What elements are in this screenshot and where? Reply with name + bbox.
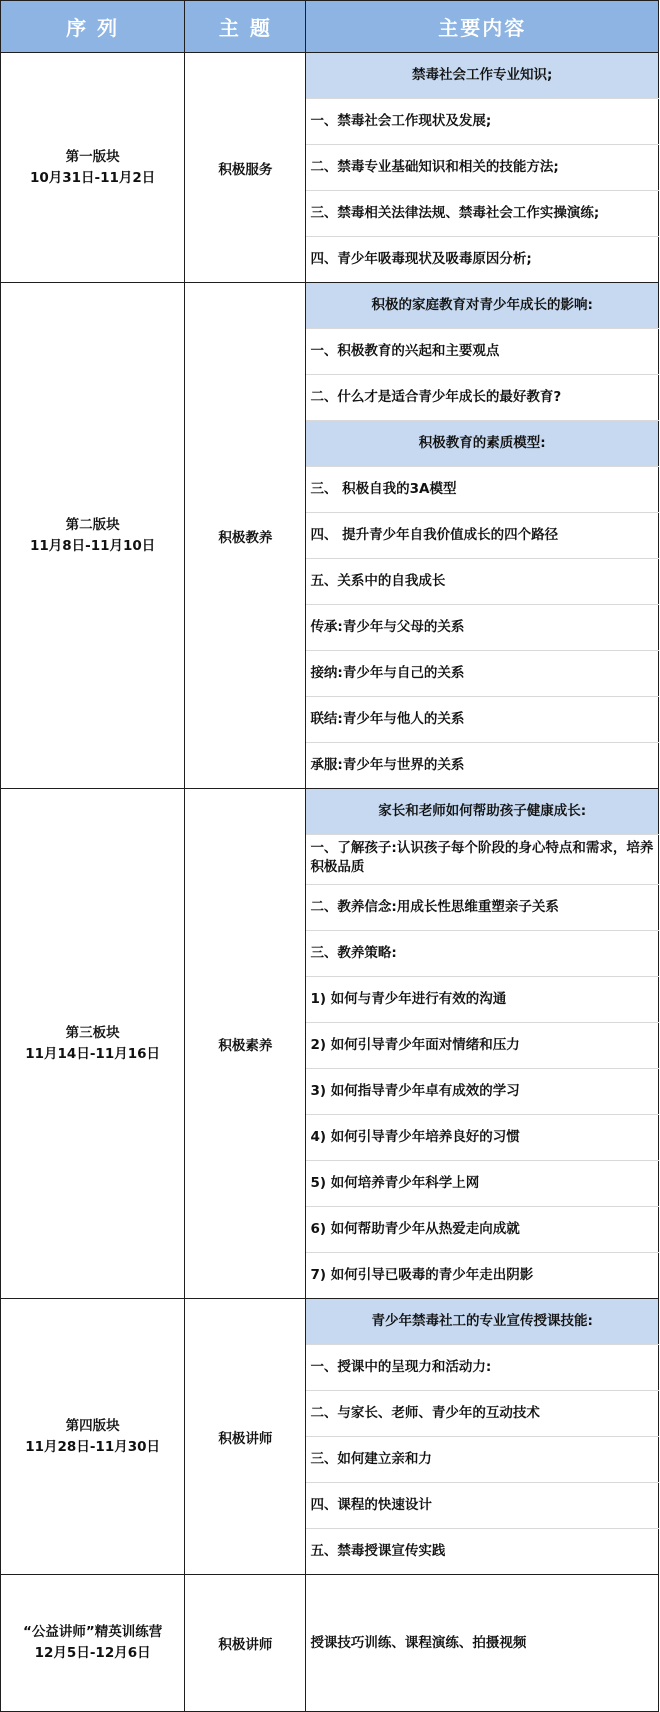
content-item: 一、积极教育的兴起和主要观点 [306, 329, 659, 375]
topic-cell: 积极素养 [185, 789, 306, 1299]
topic-cell: 积极教养 [185, 283, 306, 789]
content-item: 五、禁毒授课宣传实践 [306, 1529, 659, 1575]
sequence-dates: 11月28日-11月30日 [25, 1438, 160, 1455]
content-item: 四、青少年吸毒现状及吸毒原因分析; [306, 237, 659, 283]
content-item: 五、关系中的自我成长 [306, 559, 659, 605]
sequence-title: 第三板块 [65, 1024, 120, 1041]
sequence-title: 第二版块 [65, 516, 120, 533]
topic-cell: 积极讲师 [185, 1575, 306, 1712]
sequence-dates: 12月5日-12月6日 [34, 1645, 151, 1661]
table-row [1, 283, 659, 329]
content-item: 联结:青少年与他人的关系 [306, 697, 659, 743]
content-heading: 积极教育的素质模型: [306, 421, 659, 467]
header-content: 主要内容 [306, 1, 659, 53]
sequence-cell [1, 1575, 185, 1712]
sequence-cell [1, 283, 185, 789]
sequence-title: 第四版块 [65, 1417, 120, 1434]
content-heading: 积极的家庭教育对青少年成长的影响: [306, 283, 659, 329]
sequence-title: “公益讲师”精英训练营 [23, 1624, 163, 1640]
header-topic: 主 题 [185, 1, 306, 53]
content-item: 三、教养策略: [306, 931, 659, 977]
content-item: 1) 如何与青少年进行有效的沟通 [306, 977, 659, 1023]
content-item: 三、如何建立亲和力 [306, 1437, 659, 1483]
content-item: 一、授课中的呈现力和活动力: [306, 1345, 659, 1391]
content-item: 一、了解孩子:认识孩子每个阶段的身心特点和需求，培养积极品质 [306, 835, 659, 885]
table-row [1, 53, 659, 99]
content-item: 二、什么才是适合青少年成长的最好教育? [306, 375, 659, 421]
sequence-dates: 11月8日-11月10日 [29, 537, 156, 554]
content-item: 2) 如何引导青少年面对情绪和压力 [306, 1023, 659, 1069]
sequence-dates: 10月31日-11月2日 [29, 169, 156, 186]
content-item: 7) 如何引导已吸毒的青少年走出阴影 [306, 1253, 659, 1299]
content-item: 5) 如何培养青少年科学上网 [306, 1161, 659, 1207]
content-item: 二、与家长、老师、青少年的互动技术 [306, 1391, 659, 1437]
content-heading: 禁毒社会工作专业知识; [306, 53, 659, 99]
table-row [1, 1299, 659, 1345]
content-item: 四、课程的快速设计 [306, 1483, 659, 1529]
content-heading: 青少年禁毒社工的专业宣传授课技能: [306, 1299, 659, 1345]
header-row [1, 1, 659, 53]
topic-cell: 积极服务 [185, 53, 306, 283]
content-item: 二、禁毒专业基础知识和相关的技能方法; [306, 145, 659, 191]
content-item: 传承:青少年与父母的关系 [306, 605, 659, 651]
sequence-cell [1, 53, 185, 283]
content-heading: 家长和老师如何帮助孩子健康成长: [306, 789, 659, 835]
content-item: 一、禁毒社会工作现状及发展; [306, 99, 659, 145]
content-item: 二、教养信念:用成长性思维重塑亲子关系 [306, 885, 659, 931]
content-item: 接纳:青少年与自己的关系 [306, 651, 659, 697]
sequence-cell [1, 789, 185, 1299]
content-item: 三、禁毒相关法律法规、禁毒社会工作实操演练; [306, 191, 659, 237]
content-item: 承服:青少年与世界的关系 [306, 743, 659, 789]
content-item: 4) 如何引导青少年培养良好的习惯 [306, 1115, 659, 1161]
content-item: 6) 如何帮助青少年从热爱走向成就 [306, 1207, 659, 1253]
sequence-dates: 11月14日-11月16日 [25, 1045, 160, 1062]
header-sequence: 序 列 [1, 1, 185, 53]
topic-cell: 积极讲师 [185, 1299, 306, 1575]
content-item: 三、 积极自我的3A模型 [306, 467, 659, 513]
table-row [1, 789, 659, 835]
content-item: 四、 提升青少年自我价值成长的四个路径 [306, 513, 659, 559]
content-item: 3) 如何指导青少年卓有成效的学习 [306, 1069, 659, 1115]
table-row [1, 1575, 659, 1712]
sequence-title: 第一版块 [65, 148, 120, 165]
sequence-cell [1, 1299, 185, 1575]
content-item: 授课技巧训练、课程演练、拍摄视频 [306, 1575, 659, 1712]
